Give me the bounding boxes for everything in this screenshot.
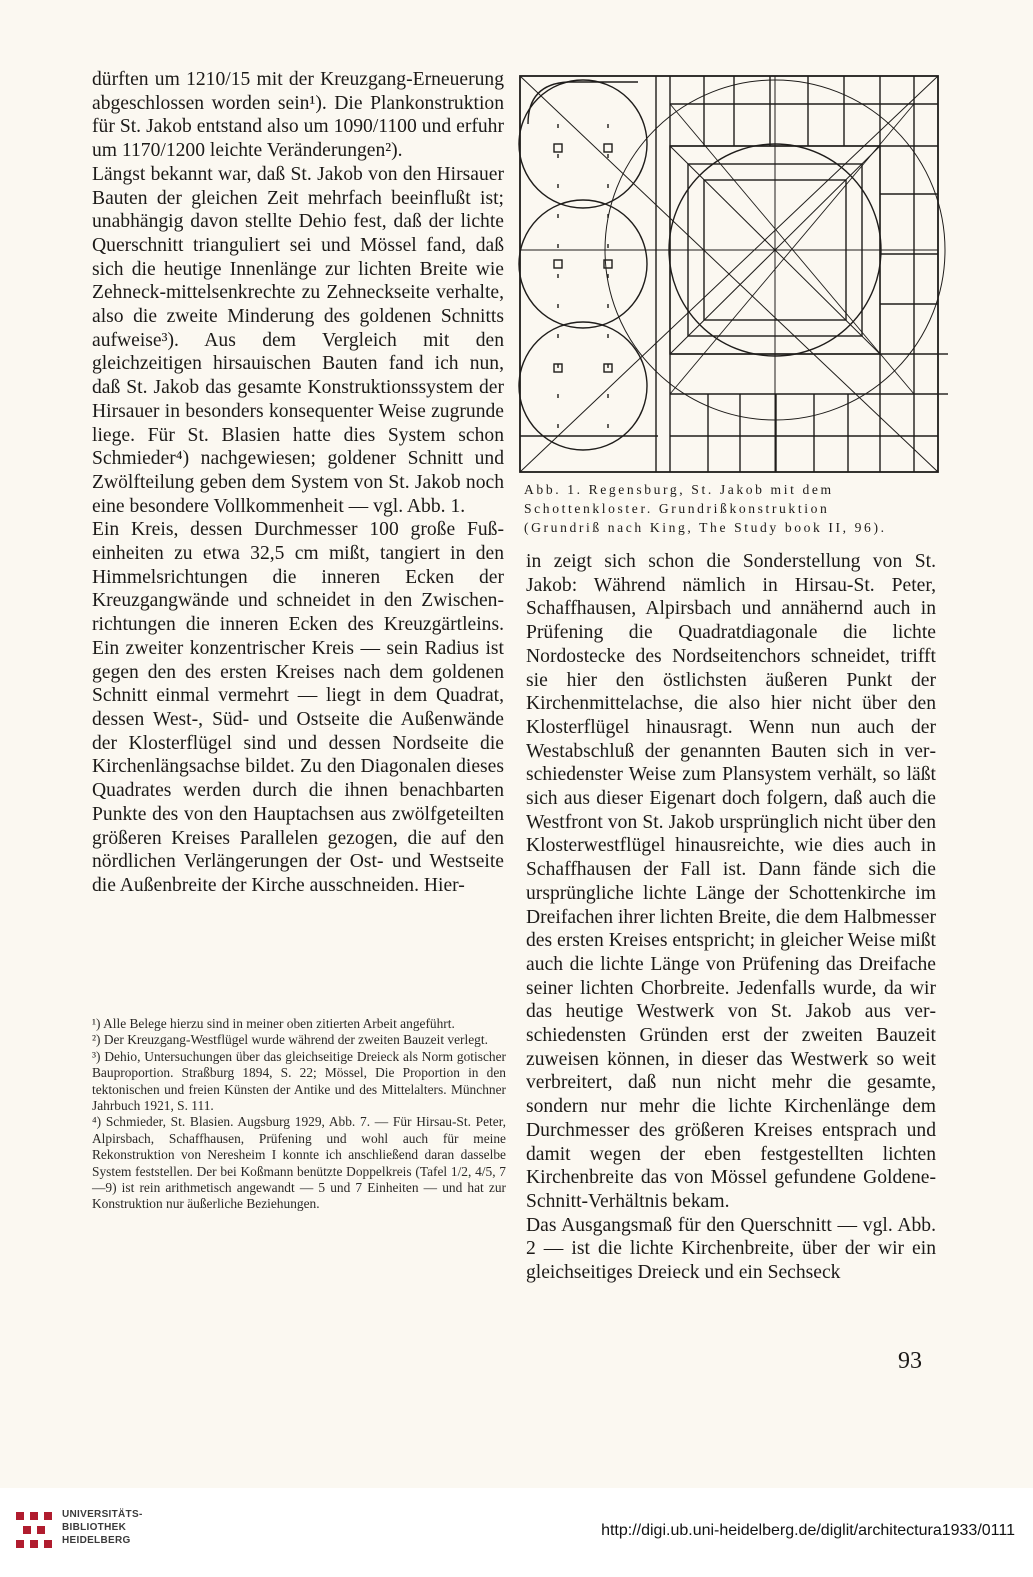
library-line-3: HEIDELBERG [62,1535,131,1546]
right-column [526,550,936,1285]
right-paragraph-2: Das Ausgangsmaß für den Querschnitt — vgl. Abb. 2 — ist die lichte Kirchenbreite, über der wir ein gleichseitiges Dreieck und ein Sechseck [526,1214,936,1284]
left-paragraph-2: Längst bekannt war, daß St. Jakob von den Hirsauer Bauten der gleichen Zeit mehrfach beeinflußt ist; unabhängig davon stellte Dehio fest, daß der lichte Querschnitt trianguliert sei und Mössel fand, daß sich die heutige Innenlänge zur lichten Breite wie Zehneck-mittelsenkrechte zu Zehneckseite verhalte, also die zweite Minderung des goldenen Schnitts aufweise³). Aus dem Vergleich mit den gleichzeitigen hirsauischen Bauten fand ich nun, daß St. Jakob das gesamte Konstruktionssystem der Hirsauer in besonders konsequenter Weise zugrunde liege. Für St. Blasien hatte dies System schon Schmieder⁴) nachgewiesen; goldener Schnitt und Zwölfteilung geben dem System von St. Jakob noch eine besondere Vollkommenheit — vgl. Abb. 1. [92,163,504,517]
footnotes [92,1016,506,1213]
plan-apse [528,82,638,124]
library-line-2: BIBLIOTHEK [62,1522,127,1533]
floor-plan-figure [508,64,948,476]
page-number: 93 [898,1348,922,1374]
figure-caption [524,480,938,537]
plan-circle [519,80,647,208]
plan-circle [519,200,647,328]
footnote-3: ³) Dehio, Untersuchungen über das gleichseitige Dreieck als Norm gotischer Bauproportion. Straßburg 1894, S. 22; Mössel, Die Proportion in den tektonischen und freien Künsten der Antike und des Mittelalters. Münchner Jahrbuch 1921, S. 111. [92,1048,506,1114]
plan-pier [554,260,562,268]
library-line-1: UNIVERSITÄTS- [62,1509,143,1520]
caption-line-3: (Grundriß nach King, The Study book II, 96). [524,520,887,535]
plan-circle [519,322,647,450]
left-column [92,68,504,898]
caption-line-1: Abb. 1. Regensburg, St. Jakob mit dem [524,482,834,497]
plan-pier [604,144,612,152]
caption-line-2: Schottenkloster. Grundrißkonstruktion [524,501,830,516]
university-seal-icon [14,1508,54,1556]
source-url-link[interactable]: http://digi.ub.uni-heidelberg.de/diglit/architectura1933/0111 [601,1522,1015,1539]
footnote-1: ¹) Alle Belege hierzu sind in meiner oben zitierten Arbeit angeführt. [92,1016,455,1031]
left-paragraph-1: dürften um 1210/15 mit der Kreuzgang-Erneuerung abgeschlossen worden sein¹). Die Plankonstruktion für St. Jakob entstand also um 1090/1100 und erfuhr um 1170/1200 leichte Veränderungen²). [92,69,504,162]
right-paragraph-1: in zeigt sich schon die Sonderstellung von St. Jakob: Während nämlich in Hirsau-St. Peter, Schaffhausen, Alpirsbach und annähernd auch in Prüfening die Quadratdiagonale die lichte Nordostecke des Nordseitenchors schneidet, trifft sie hier den östlichsten äußeren Punkt der Kirchenmittelachse, die also hier nicht über den Klosterflügel hinausragt. Wenn nun auch der Westabschluß der genannten Bauten sich in verschiedenster Weise zum Plansystem verhält, so läßt sich aus dieser Eigenart doch folgern, daß auch die Westfront von St. Jakob ursprünglich nicht über den Klosterwestflügel hinausreichte, wie dies auch in Schaffhausen der Fall ist. Dann fände sich die ursprüngliche lichte Länge der Schottenkirche im Dreifachen ihrer lichten Breite, die dem Halbmesser des ersten Kreises entspricht; in gleicher Weise mißt auch die lichte Länge von Prüfening das Dreifache seiner lichten Chorbreite. Jedenfalls wurde, da wir das heutige Westwerk von St. Jakob aus verschiedensten Gründen erst der zweiten Bauzeit zuweisen können, in dieser das Westwerk so weit verbreitert, daß nun nicht mehr die gesamte, sondern nur mehr die lichte Kirchenlänge dem Durchmesser des größeren Kreises entsprach und damit wegen der eben festgestellten lichten Kirchenbreite das von Mössel gefundene Goldene-Schnitt-Verhältnis bekam. [526,551,936,1212]
left-paragraph-3: Ein Kreis, dessen Durchmesser 100 große Fußeinheiten zu etwa 32,5 cm mißt, tangiert in den Himmelsrichtungen die inneren Ecken der Kreuzgangwände und schneidet in den Zwischenrichtungen die inneren Ecken des Kreuzgärtleins. Ein zweiter konzentrischer Kreis — sein Radius ist gegen den des ersten Kreises nach dem goldenen Schnitt einmal vermehrt — liegt in dem Quadrat, dessen West-, Süd- und Ostseite die Außenwände der Klosterflügel sind und dessen Nordseite die Kirchenlängsachse bildet. Zu den Diagonalen dieses Quadrates werden durch die ihnen benachbarten Punkte des von den Hauptachsen aus zwölfgeteilten größeren Kreises Parallelen gezogen, die auf den nördlichen Verlängerungen der Ost- und Westseite die Außenbreite der Kirche ausschneiden. Hier- [92,519,504,896]
library-name [62,1508,143,1547]
footnote-2: ²) Der Kreuzgang-Westflügel wurde während der zweiten Bauzeit verlegt. [92,1032,488,1048]
plan-pier [554,144,562,152]
footnote-4: ⁴) Schmieder, St. Blasien. Augsburg 1929, Abb. 7. — Für Hirsau-St. Peter, Alpirsbach, Schaffhausen, Prüfening und wohl auch für meine Rekonstruktion von Neresheim I konnte ich anschließend daran dasselbe System feststellen. Der bei Koßmann benützte Doppelkreis (Tafel 1/2, 4/5, 7—9) ist rein arithmetisch angewandt — 5 und 7 Einheiten — und hat zur Konstruktion nur äußerliche Beziehungen. [92,1114,506,1212]
